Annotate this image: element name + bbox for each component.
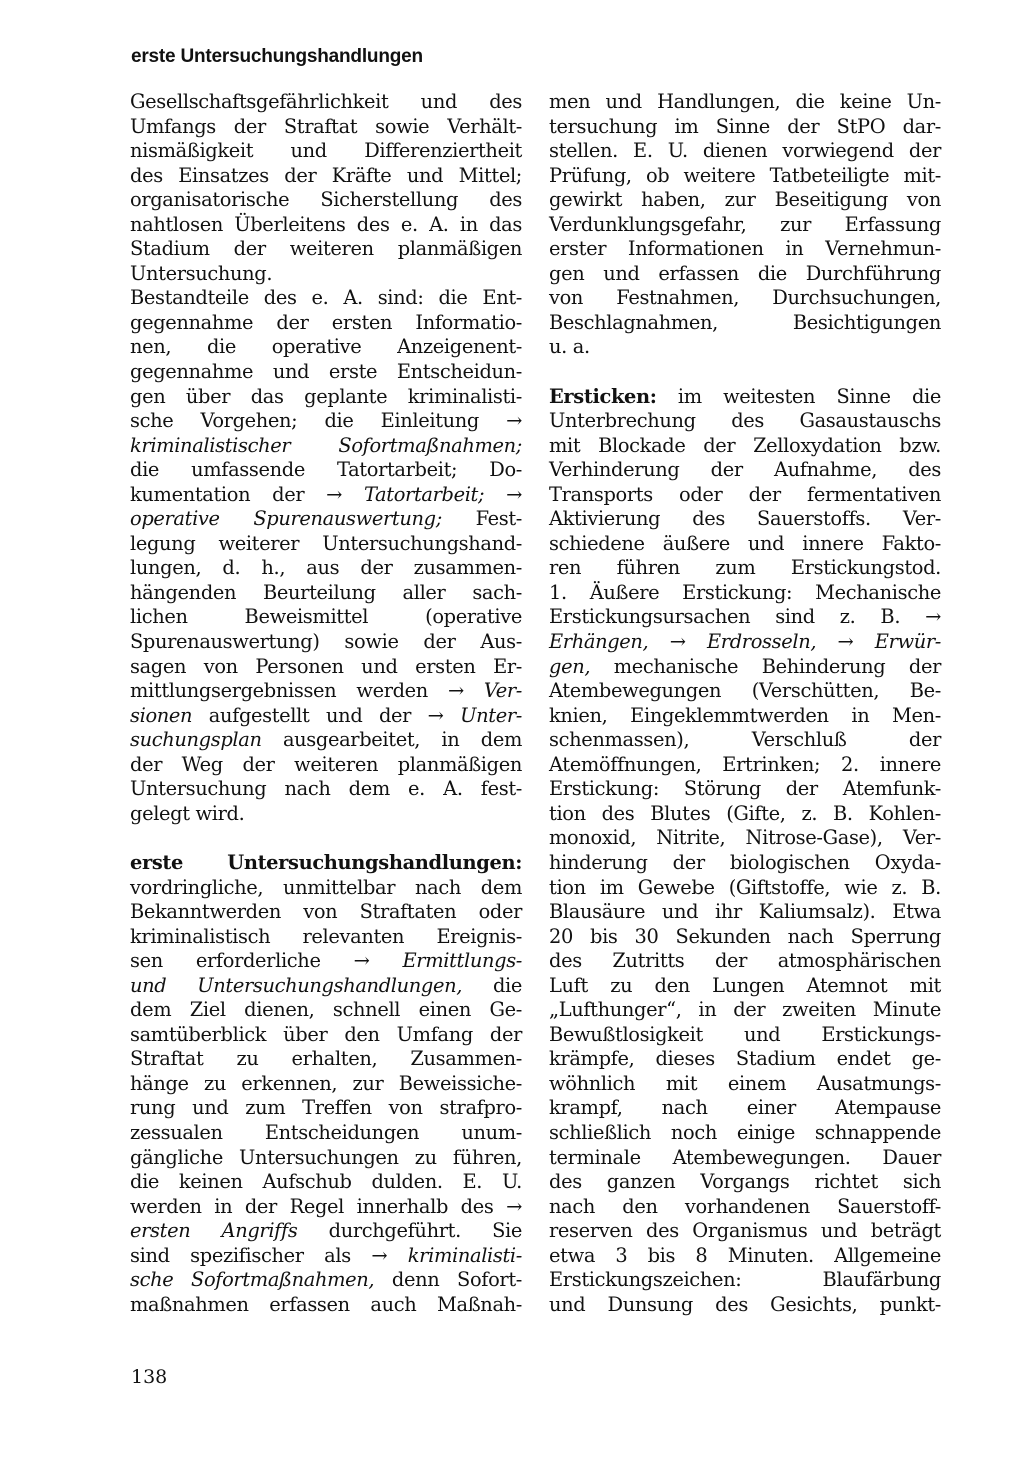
text-line: nahtlosen Überleitens des e. A. in das — [130, 212, 522, 236]
text-line: Erstickungsursachen sind z. B. → — [549, 605, 941, 629]
text-line: Prüfung, ob weitere Tatbeteiligte mit- — [549, 163, 941, 187]
text-line: krampf, nach einer Atempause — [549, 1096, 941, 1120]
text-line: Straftat zu erhalten, Zusammen- — [130, 1047, 522, 1071]
text-line: Verhinderung der Aufnahme, des — [549, 458, 941, 482]
running-head: erste Untersuchungshandlungen — [131, 46, 423, 67]
left-column — [130, 90, 522, 1317]
text-line: schließlich noch einige schnappende — [549, 1120, 941, 1144]
text-line: sagen von Personen und ersten Er- — [130, 654, 522, 678]
text-line: u. a. — [549, 335, 590, 359]
text-line: lichen Beweismittel (operative — [130, 605, 522, 629]
text-line: des Einsatzes der Kräfte und Mittel; — [130, 163, 522, 187]
text-line: werden in der Regel innerhalb des → — [130, 1194, 522, 1218]
text-line: nismäßigkeit und Differenziertheit — [130, 139, 522, 163]
text-line: hängenden Beurteilung aller sach- — [130, 580, 522, 604]
text-line: der Weg der weiteren planmäßigen — [130, 752, 522, 776]
text-line: Bekanntwerden von Straftaten oder — [130, 900, 522, 924]
text-line: ren führen zum Erstickungstod. — [549, 556, 941, 580]
text-line: gegennahme und erste Entscheidun- — [130, 360, 522, 384]
text-line: und Dunsung des Gesichts, punkt- — [549, 1292, 941, 1316]
text-line: Aktivierung des Sauerstoffs. Ver- — [549, 507, 941, 531]
text-line: vordringliche, unmittelbar nach dem — [130, 875, 522, 899]
text-line: Luft zu den Lungen Atemnot mit — [549, 973, 941, 997]
text-line: Erhängen, → Erdrosseln, → Erwür- — [549, 630, 942, 654]
text-line: Stadium der weiteren planmäßigen — [130, 237, 522, 261]
text-line: terminale Atembewegungen. Dauer — [549, 1145, 941, 1169]
text-line: gewirkt haben, zur Beseitigung von — [549, 188, 941, 212]
text-line: 1. Äußere Erstickung: Mechanische — [549, 580, 941, 604]
right-column — [549, 90, 941, 1317]
paragraph-gap — [549, 360, 941, 385]
text-line: Transports oder der fermentativen — [549, 482, 941, 506]
text-line: men und Handlungen, die keine Un- — [549, 90, 941, 113]
text-line: hänge zu erkennen, zur Beweissiche- — [130, 1071, 522, 1095]
text-line: gängliche Untersuchungen zu führen, — [130, 1145, 522, 1169]
text-line: des Zutritts der atmosphärischen — [549, 949, 941, 973]
paragraph-gap — [130, 826, 522, 851]
text-line: und Untersuchungshandlungen, die — [130, 973, 522, 997]
text-line: samtüberblick über den Umfang der — [130, 1022, 522, 1046]
text-line: Erstickung: Störung der Atemfunk- — [549, 777, 941, 801]
text-line: Ersticken: im weitesten Sinne die — [549, 384, 941, 408]
text-line: des ganzen Vorgangs richtet sich — [549, 1170, 941, 1194]
text-line: Spurenauswertung) sowie der Aus- — [130, 630, 522, 654]
text-line: sind spezifischer als → kriminalisti- — [130, 1243, 522, 1267]
text-line: rung und zum Treffen von strafpro- — [130, 1096, 522, 1120]
text-line: Umfangs der Straftat sowie Verhält- — [130, 114, 522, 138]
text-line: erste Untersuchungshandlungen: — [130, 850, 522, 874]
text-line: Bestandteile des e. A. sind: die Ent- — [130, 286, 522, 310]
text-line: nen, die operative Anzeigenent- — [130, 335, 522, 359]
text-line: stellen. E. U. dienen vorwiegend der — [549, 139, 941, 163]
text-line: wöhnlich mit einem Ausatmungs- — [549, 1071, 941, 1095]
text-line: gen, mechanische Behinderung der — [549, 654, 941, 678]
text-line: Beschlagnahmen, Besichtigungen — [549, 310, 941, 334]
text-line: mit Blockade der Zelloxydation bzw. — [549, 433, 941, 457]
text-line: sen erforderliche → Ermittlungs- — [130, 949, 522, 973]
text-line: „Lufthunger“, in der zweiten Minute — [549, 998, 941, 1022]
text-line: von Festnahmen, Durchsuchungen, — [549, 286, 941, 310]
text-line: ersten Angriffs durchgeführt. Sie — [130, 1219, 522, 1243]
text-line: die umfassende Tatortarbeit; Do- — [130, 458, 522, 482]
text-line: sche Vorgehen; die Einleitung → — [130, 409, 522, 433]
text-line: reserven des Organismus und beträgt — [549, 1219, 941, 1243]
text-line: Atemöffnungen, Ertrinken; 2. innere — [549, 752, 941, 776]
text-line: tersuchung im Sinne der StPO dar- — [549, 114, 941, 138]
text-line: Verdunklungsgefahr, zur Erfassung — [549, 212, 941, 236]
text-line: die keinen Aufschub dulden. E. U. — [130, 1170, 522, 1194]
text-line: schenmassen), Verschluß der — [549, 728, 941, 752]
text-line: tion im Gewebe (Giftstoffe, wie z. B. — [549, 875, 941, 899]
text-line: knien, Eingeklemmtwerden in Men- — [549, 703, 941, 727]
text-line: zessualen Entscheidungen unum- — [130, 1120, 522, 1144]
text-line: gen und erfassen die Durchführung — [549, 261, 941, 285]
text-line: Bewußtlosigkeit und Erstickungs- — [549, 1022, 941, 1046]
text-line: sche Sofortmaßnahmen, denn Sofort- — [130, 1268, 522, 1292]
text-line: gelegt wird. — [130, 801, 245, 825]
text-line: suchungsplan ausgearbeitet, in dem — [130, 728, 522, 752]
text-line: dem Ziel dienen, schnell einen Ge- — [130, 998, 522, 1022]
text-line: maßnahmen erfassen auch Maßnah- — [130, 1292, 522, 1316]
page-number: 138 — [131, 1366, 168, 1388]
text-line: operative Spurenauswertung; Fest- — [130, 507, 522, 531]
text-line: etwa 3 bis 8 Minuten. Allgemeine — [549, 1243, 941, 1267]
text-line: Blausäure und ihr Kaliumsalz). Etwa — [549, 900, 941, 924]
text-line: erster Informationen in Vernehmun- — [549, 237, 941, 261]
text-line: krämpfe, dieses Stadium endet ge- — [549, 1047, 941, 1071]
text-line: kriminalistisch relevanten Ereignis- — [130, 924, 522, 948]
text-line: organisatorische Sicherstellung des — [130, 188, 522, 212]
text-line: kumentation der → Tatortarbeit; → — [130, 482, 522, 506]
text-line: gegennahme der ersten Informatio- — [130, 310, 522, 334]
text-line: monoxid, Nitrite, Nitrose-Gase), Ver- — [549, 826, 941, 850]
text-line: hinderung der biologischen Oxyda- — [549, 850, 941, 874]
text-line: mittlungsergebnissen werden → Ver- — [130, 679, 522, 703]
text-line: tion des Blutes (Gifte, z. B. Kohlen- — [549, 801, 941, 825]
text-line: kriminalistischer Sofortmaßnahmen; — [130, 433, 522, 457]
text-line: Unterbrechung des Gasaustauschs — [549, 409, 941, 433]
text-line: Gesellschaftsgefährlichkeit und des — [130, 90, 522, 113]
text-line: Erstickungszeichen: Blaufärbung — [549, 1268, 941, 1292]
text-line: Atembewegungen (Verschütten, Be- — [549, 679, 941, 703]
text-line: 20 bis 30 Sekunden nach Sperrung — [549, 924, 941, 948]
text-line: gen über das geplante kriminalisti- — [130, 384, 522, 408]
text-line: lungen, d. h., aus der zusammen- — [130, 556, 522, 580]
text-line: Untersuchung. — [130, 261, 273, 285]
text-line: Untersuchung nach dem e. A. fest- — [130, 777, 522, 801]
text-line: nach den vorhandenen Sauerstoff- — [549, 1194, 941, 1218]
text-line: sionen aufgestellt und der → Unter- — [130, 703, 522, 727]
text-line: legung weiterer Untersuchungshand- — [130, 531, 522, 555]
text-line: schiedene äußere und innere Fakto- — [549, 531, 941, 555]
